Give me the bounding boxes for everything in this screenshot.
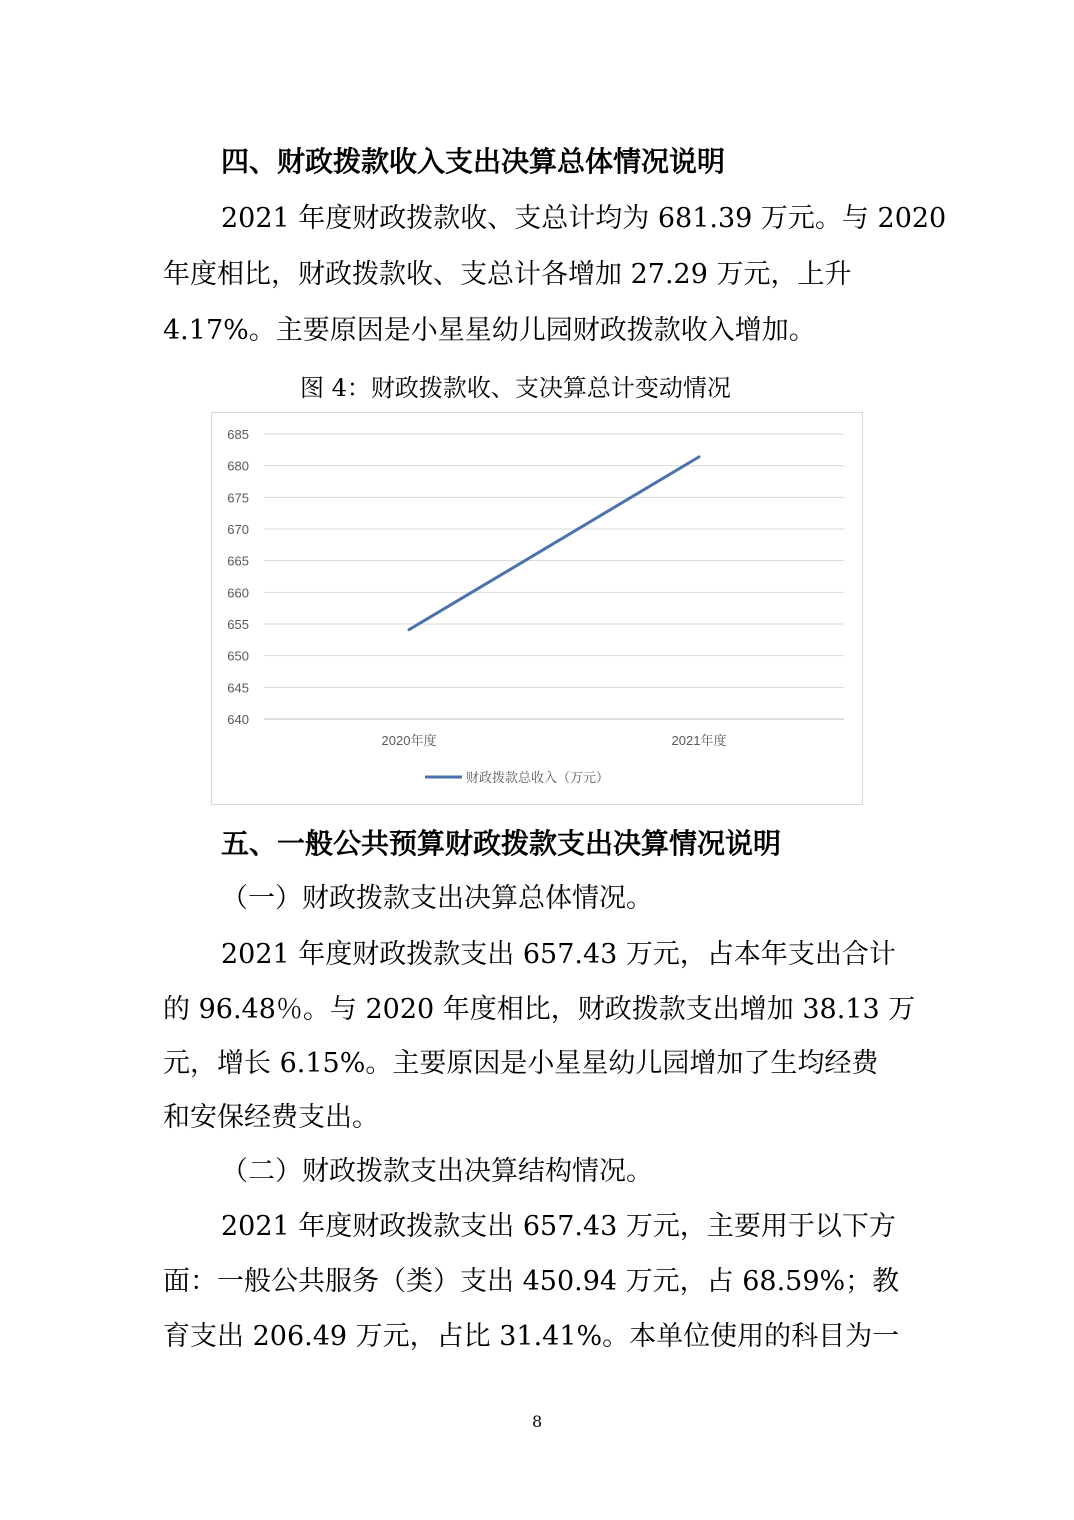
paragraph-line: 2021 年度财政拨款支出 657.43 万元，主要用于以下方 [221,1211,896,1242]
y-tick-label: 650 [227,648,249,664]
paragraph-line: 面：一般公共服务（类）支出 450.94 万元，占 68.59%；教 [163,1266,900,1297]
section-4-heading: 四、财政拨款收入支出决算总体情况说明 [221,145,726,178]
line-chart [211,412,863,805]
y-tick-label: 660 [227,585,249,601]
paragraph-line: 2021 年度财政拨款支出 657.43 万元，占本年支出合计 [221,939,896,970]
legend-label: 财政拨款总收入（万元） [466,770,610,785]
paragraph-line: 2021 年度财政拨款收、支总计均为 681.39 万元。与 2020 [221,203,947,234]
series-line [409,457,699,630]
y-tick-label: 670 [227,522,249,537]
paragraph-line: 和安保经费支出。 [163,1102,379,1133]
page-number: 8 [532,1412,543,1431]
y-tick-label: 685 [227,427,249,442]
chart-canvas [212,413,862,804]
paragraph-line: 元，增长 6.15%。主要原因是小星星幼儿园增加了生均经费 [163,1048,879,1079]
y-tick-label: 665 [227,553,249,569]
subheading-1: （一）财政拨款支出决算总体情况。 [221,883,653,914]
subheading-2: （二）财政拨款支出决算结构情况。 [221,1156,653,1187]
figure-caption: 图 4：财政拨款收、支决算总计变动情况 [300,374,731,402]
section-5-heading: 五、一般公共预算财政拨款支出决算情况说明 [221,827,782,860]
paragraph-line: 育支出 206.49 万元，占比 31.41%。本单位使用的科目为一 [163,1321,900,1352]
paragraph-line: 年度相比，财政拨款收、支总计各增加 27.29 万元，上升 [163,259,852,290]
x-tick-label: 2020年度 [381,733,437,748]
paragraph-line: 4.17%。主要原因是小星星幼儿园财政拨款收入增加。 [163,315,816,346]
y-tick-label: 675 [227,490,249,506]
paragraph-line: 的 96.48％。与 2020 年度相比，财政拨款支出增加 38.13 万 [163,994,916,1025]
y-tick-label: 655 [227,617,249,632]
y-tick-label: 640 [227,712,249,727]
y-tick-label: 680 [227,458,249,474]
y-tick-label: 645 [227,680,249,696]
x-tick-label: 2021年度 [671,733,727,748]
